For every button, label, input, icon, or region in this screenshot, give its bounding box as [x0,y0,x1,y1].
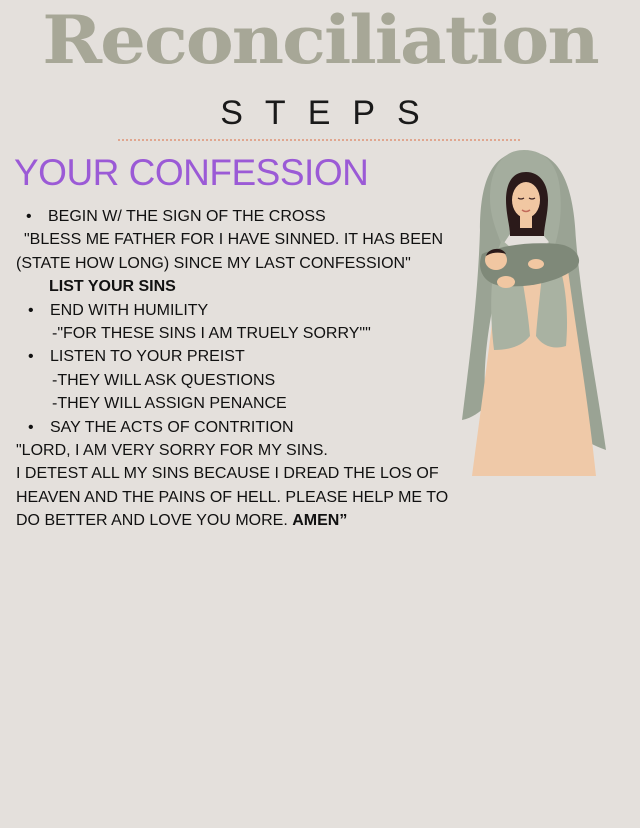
step-list-sins: LIST YOUR SINS [49,278,176,296]
dotted-divider [118,139,520,141]
sub-step: -"FOR THESE SINS I AM TRUELY SORRY"" [52,324,371,342]
step-listen-priest: • LISTEN TO YOUR PREIST [16,345,486,368]
step-act-of-contrition: • SAY THE ACTS OF CONTRITION [16,416,486,439]
page-subtitle: STEPS [220,94,442,132]
mary-and-child-illustration [458,150,610,480]
section-heading: YOUR CONFESSION [14,152,369,193]
sub-step: -THEY WILL ASK QUESTIONS [52,371,276,389]
prayer-line: (STATE HOW LONG) SINCE MY LAST CONFESSION" [16,254,411,272]
contrition-line: DO BETTER AND LOVE YOU MORE. AMEN” [16,512,348,530]
contrition-line: HEAVEN AND THE PAINS OF HELL. PLEASE HELP ME TO [16,488,449,506]
sub-step: -THEY WILL ASSIGN PENANCE [52,395,287,413]
confession-steps [16,205,486,532]
contrition-line: I DETEST ALL MY SINS BECAUSE I DREAD THE LOS OF [16,465,439,483]
step-humility: • END WITH HUMILITY [16,299,486,322]
amen-text: AMEN” [292,512,348,530]
page-title: Reconciliation [42,0,598,79]
step-sign-of-cross: • BEGIN W/ THE SIGN OF THE CROSS [16,205,486,228]
prayer-line: "BLESS ME FATHER FOR I HAVE SINNED. IT HAS BEEN [24,231,444,249]
contrition-line: "LORD, I AM VERY SORRY FOR MY SINS. [16,441,328,459]
